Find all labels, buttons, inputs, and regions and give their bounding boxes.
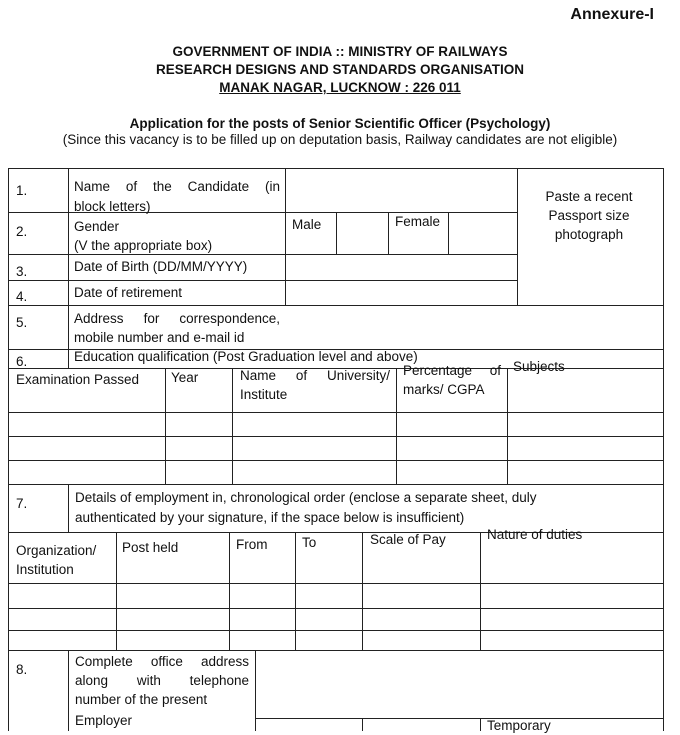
edu-header-university-line-2: Institute xyxy=(240,387,288,402)
row-2-label-line-1: Gender xyxy=(74,219,120,234)
row-5-label-line-2: mobile number and e-mail id xyxy=(74,330,245,345)
row-8-label-line-1: Complete office address xyxy=(75,654,249,669)
application-subtitle: (Since this vacancy is to be filled up on deputation basis, Railway candidates are not eligible) xyxy=(62,132,618,147)
emp-header-organization-line-1: Organization/ xyxy=(16,543,97,558)
emp-header-from: From xyxy=(236,537,268,552)
row-7-label-line-1: Details of employment in, chronological order (enclose a separate sheet, duly xyxy=(75,490,537,505)
row-7-label-line-2: authenticated by your signature, if the space below is insufficient) xyxy=(75,510,465,525)
header-line-3: MANAK NAGAR, LUCKNOW : 226 011 xyxy=(219,80,461,95)
row-6-number: 6. xyxy=(16,354,28,369)
row-4-label: Date of retirement xyxy=(74,285,183,300)
candidate-name-field[interactable] xyxy=(286,169,516,212)
photo-box[interactable] xyxy=(518,169,662,305)
annexure-label: Annexure-I xyxy=(570,6,654,23)
gender-male-label: Male xyxy=(292,217,322,232)
header-line-1: GOVERNMENT OF INDIA :: MINISTRY OF RAILWAYS xyxy=(172,44,508,59)
emp-header-post-held: Post held xyxy=(122,540,179,555)
office-address-field[interactable] xyxy=(256,651,662,718)
edu-header-percentage-line-1: Percentage of xyxy=(403,363,501,378)
row-2-label-line-2: (V the appropriate box) xyxy=(74,238,213,253)
row-7-number: 7. xyxy=(16,496,28,511)
edu-header-subjects: Subjects xyxy=(513,359,565,374)
row-4-number: 4. xyxy=(16,289,28,304)
edu-header-examination: Examination Passed xyxy=(16,372,140,387)
gender-female-label: Female xyxy=(395,214,441,229)
date-of-birth-field[interactable] xyxy=(286,255,516,280)
row-3-label: Date of Birth (DD/MM/YYYY) xyxy=(74,259,248,274)
row-1-label-line-2: block letters) xyxy=(74,199,151,214)
row-1-number: 1. xyxy=(16,183,28,198)
date-of-retirement-field[interactable] xyxy=(286,281,516,305)
photo-instruction-line-2: Passport size xyxy=(548,208,630,223)
emp-header-scale-of-pay: Scale of Pay xyxy=(370,532,446,547)
gender-male-checkbox[interactable] xyxy=(337,213,388,254)
row-8-label-line-4: Employer xyxy=(75,713,133,728)
row-3-number: 3. xyxy=(16,264,28,279)
emp-header-to: To xyxy=(302,535,317,550)
photo-instruction-line-3: photograph xyxy=(554,227,624,242)
row-8-label-line-3: number of the present xyxy=(75,692,208,707)
photo-instruction-line-1: Paste a recent xyxy=(545,189,633,204)
edu-header-year: Year xyxy=(171,370,199,385)
application-title: Application for the posts of Senior Scientific Officer (Psychology) xyxy=(129,116,551,131)
emp-header-organization-line-2: Institution xyxy=(16,562,74,577)
row-5-number: 5. xyxy=(16,315,28,330)
address-field[interactable] xyxy=(286,306,662,349)
row-2-number: 2. xyxy=(16,224,28,239)
gender-female-checkbox[interactable] xyxy=(449,213,517,254)
edu-header-university-line-1: Name of University/ xyxy=(240,368,390,383)
row-1-label-line-1: Name of the Candidate (in xyxy=(74,179,280,194)
row-5-label-line-1: Address for correspondence, xyxy=(74,311,280,326)
row-8-temporary-label: Temporary xyxy=(487,718,551,733)
row-6-label: Education qualification (Post Graduation level and above) xyxy=(74,349,418,364)
row-8-label-line-2: along with telephone xyxy=(75,673,249,688)
emp-header-nature-of-duties: Nature of duties xyxy=(487,527,583,542)
header-line-2: RESEARCH DESIGNS AND STANDARDS ORGANISATION xyxy=(155,62,525,77)
row-8-number: 8. xyxy=(16,662,28,677)
edu-header-percentage-line-2: marks/ CGPA xyxy=(403,382,485,397)
